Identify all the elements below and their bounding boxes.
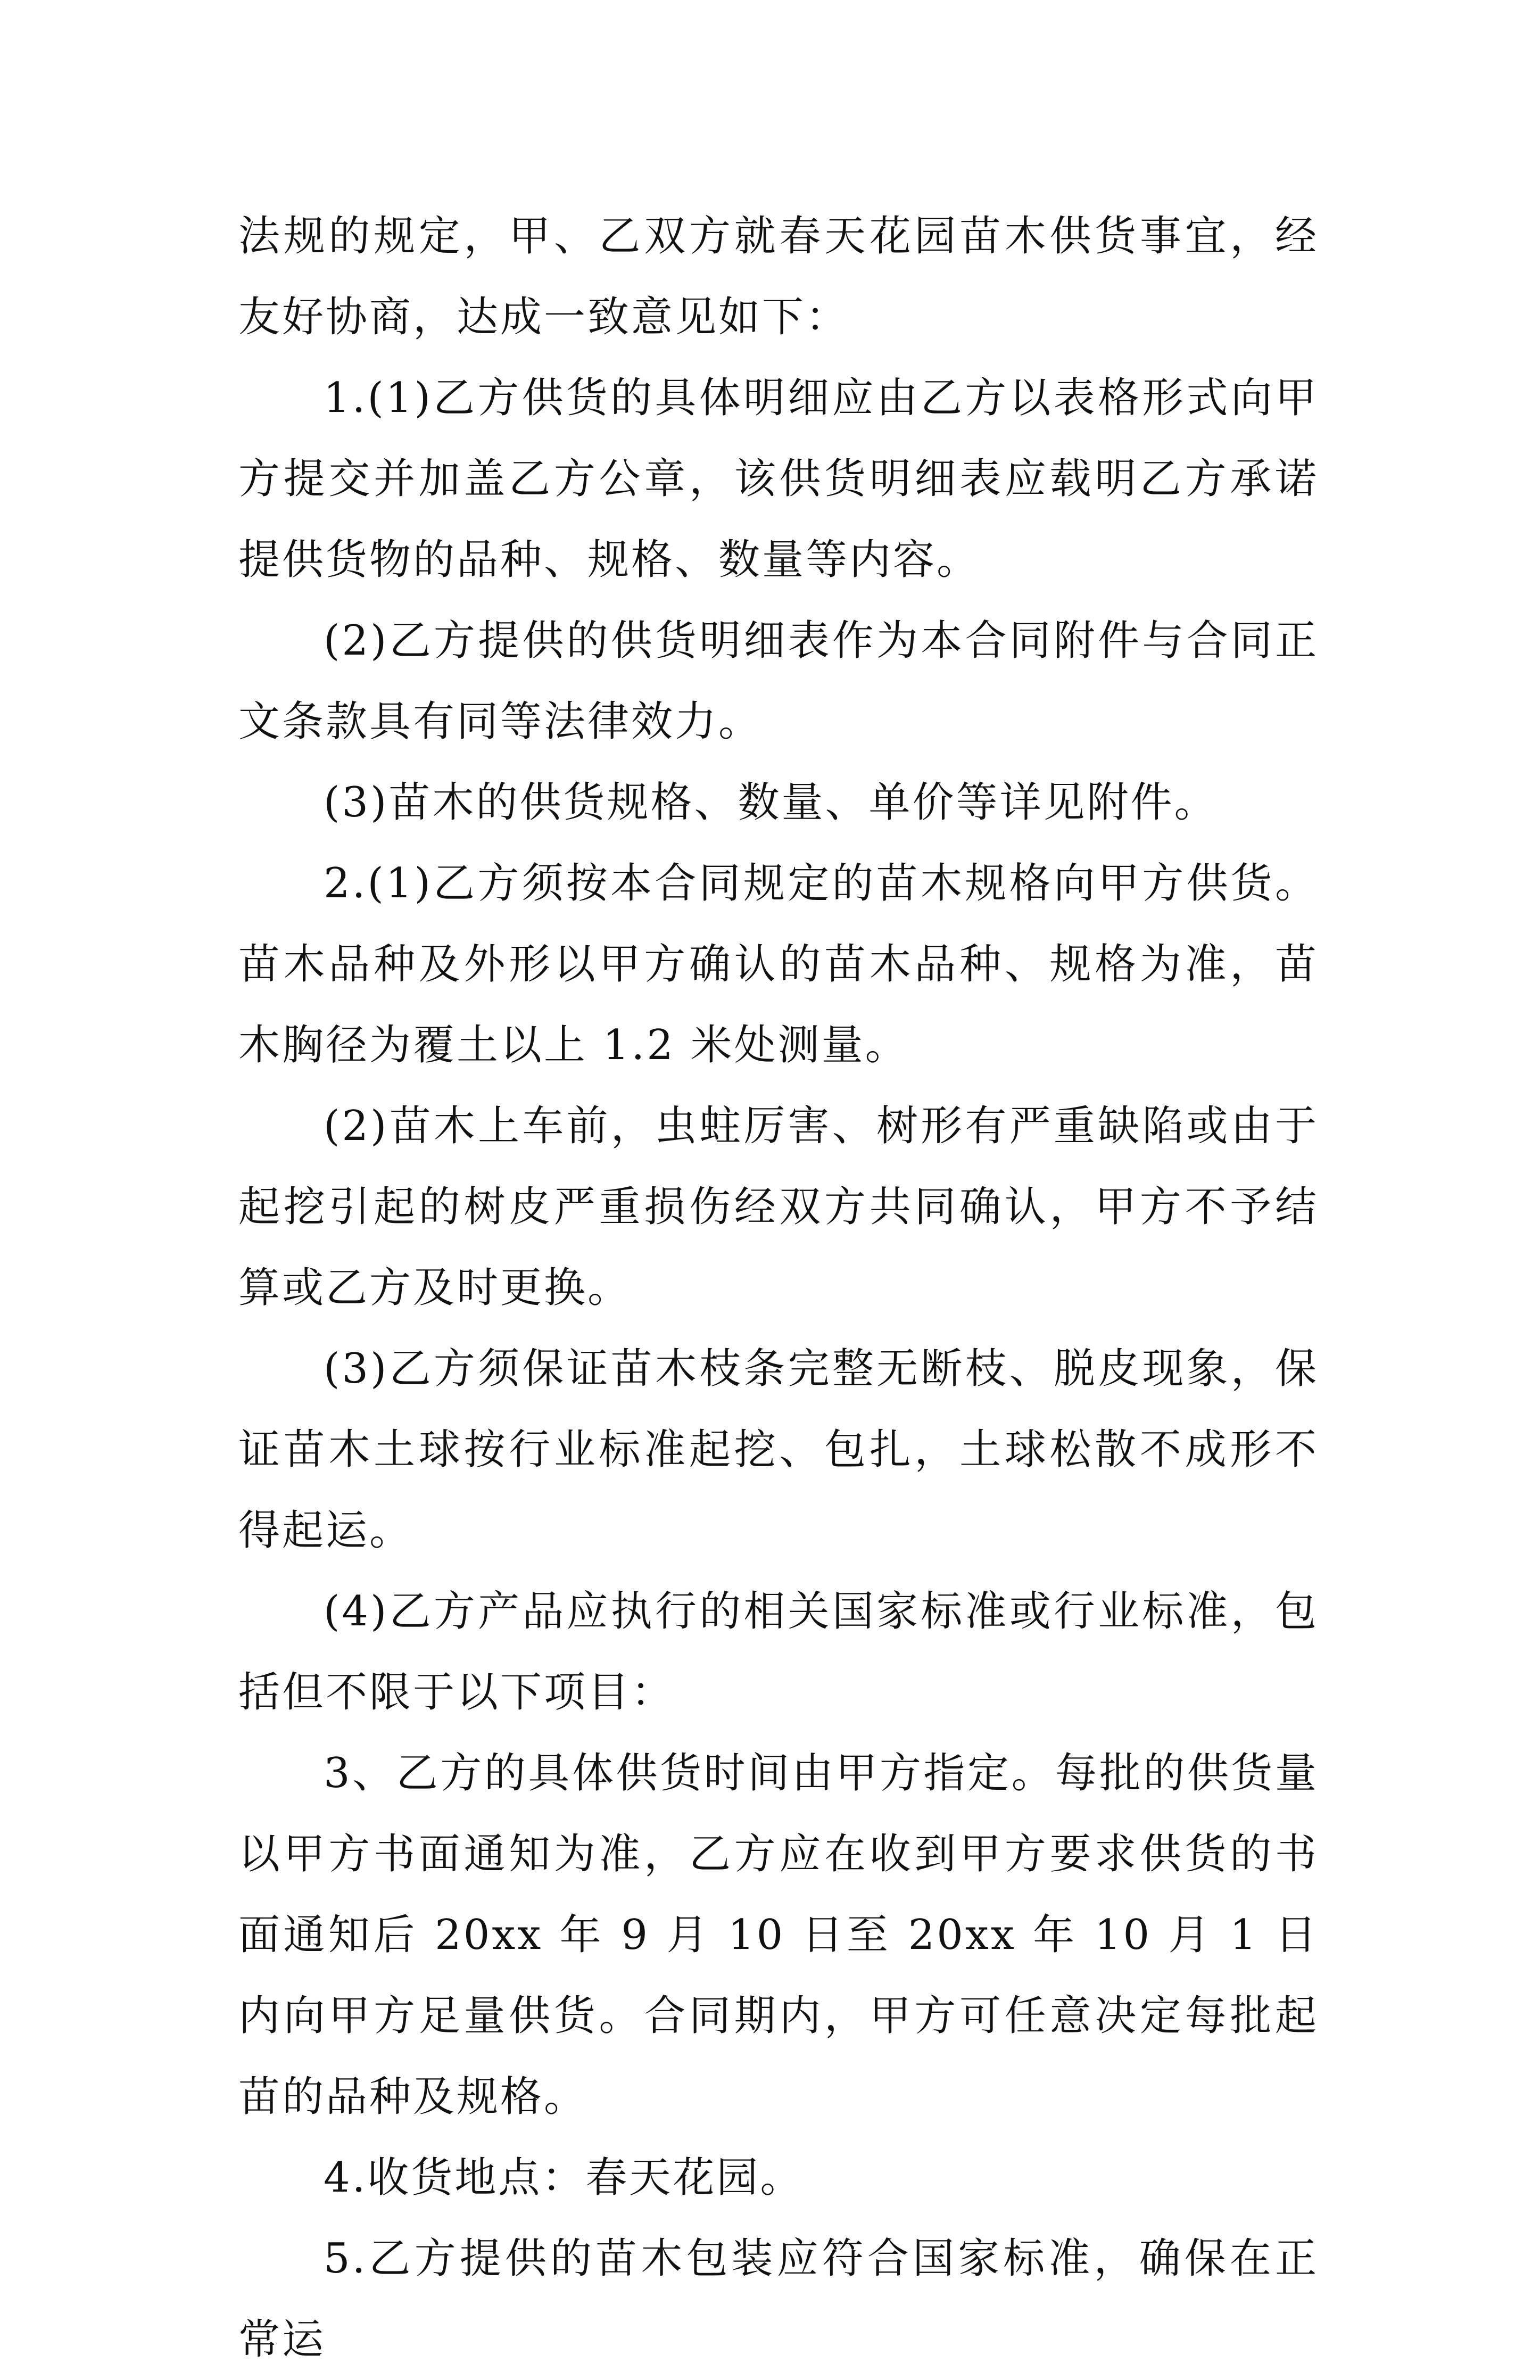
paragraph-5: 2.(1)乙方须按本合同规定的苗木规格向甲方供货。苗木品种及外形以甲方确认的苗木品种、规格为准，苗木胸径为覆土以上 1.2 米处测量。 bbox=[238, 860, 1319, 1069]
paragraph-7: (3)乙方须保证苗木枝条完整无断枝、脱皮现象，保证苗木土球按行业标准起挖、包扎，土球松散不成形不得起运。 bbox=[238, 1345, 1319, 1555]
paragraph-9: 3、乙方的具体供货时间由甲方指定。每批的供货量以甲方书面通知为准，乙方应在收到甲方要求供货的书面通知后 20xx 年 9 月 10 日至 20xx 年 10 月 1 日内向甲方足量供货。合同期内，甲方可任意决定每批起苗的品种及规格。 bbox=[238, 1749, 1319, 2121]
paragraph-10: 4.收货地点：春天花园。 bbox=[324, 2154, 804, 2202]
paragraph-1: 法规的规定，甲、乙双方就春天花园苗木供货事宜，经友好协商，达成一致意见如下： bbox=[238, 212, 1319, 341]
paragraph-3: (2)乙方提供的供货明细表作为本合同附件与合同正文条款具有同等法律效力。 bbox=[238, 617, 1319, 746]
document-body bbox=[238, 196, 1319, 2380]
paragraph-11: 5.乙方提供的苗木包装应符合国家标准，确保在正常运 bbox=[238, 2235, 1319, 2364]
paragraph-2: 1.(1)乙方供货的具体明细应由乙方以表格形式向甲方提交并加盖乙方公章，该供货明细表应载明乙方承诺提供货物的品种、规格、数量等内容。 bbox=[238, 374, 1319, 584]
paragraph-6: (2)苗木上车前，虫蛀厉害、树形有严重缺陷或由于起挖引起的树皮严重损伤经双方共同确认，甲方不予结算或乙方及时更换。 bbox=[238, 1102, 1319, 1312]
paragraph-8: (4)乙方产品应执行的相关国家标准或行业标准，包括但不限于以下项目： bbox=[238, 1588, 1319, 1716]
paragraph-4: (3)苗木的供货规格、数量、单价等详见附件。 bbox=[324, 779, 1218, 827]
